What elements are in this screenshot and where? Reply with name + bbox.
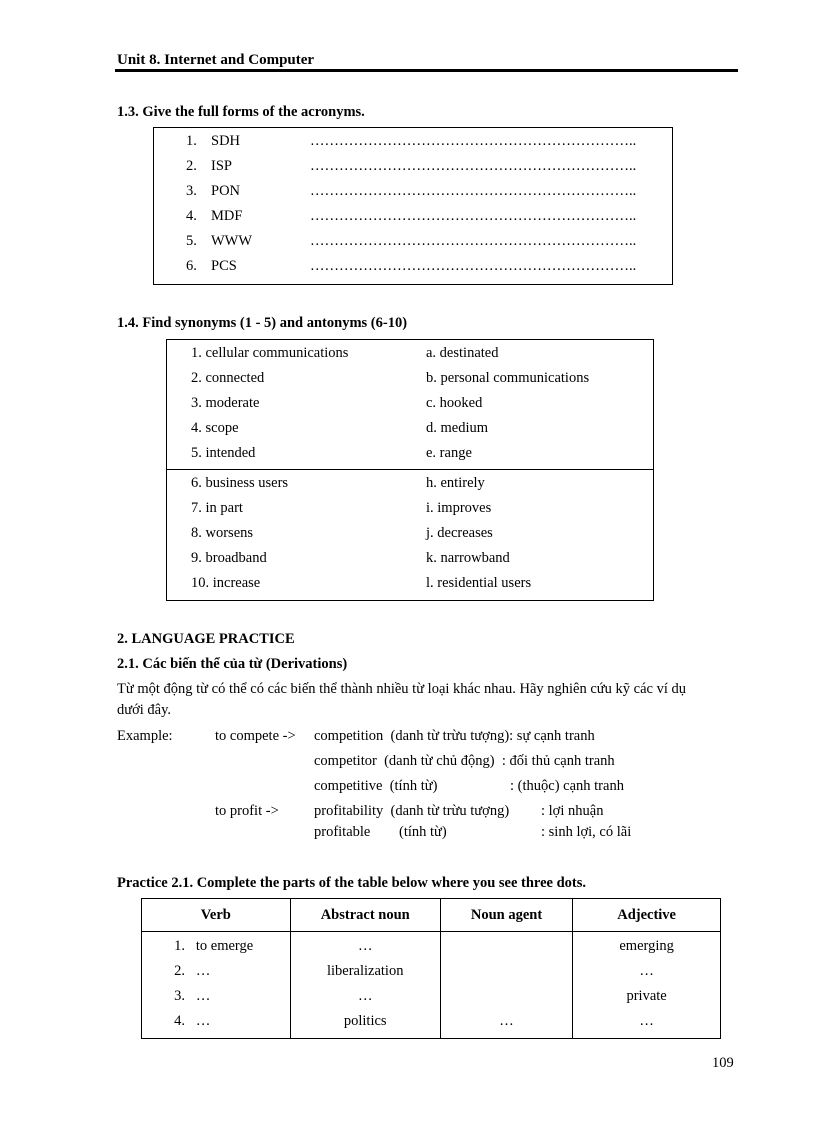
example-meaning: : sinh lợi, có lãi xyxy=(541,824,632,840)
table-cell xyxy=(441,934,572,959)
answer-blank[interactable]: ………………………………………………………….. xyxy=(310,233,637,249)
practice-heading: Practice 2.1. Complete the parts of the table below where you see three dots. xyxy=(117,875,586,891)
column-header-verb: Verb xyxy=(142,899,291,932)
example-verb: to compete -> xyxy=(215,728,296,744)
column-header-noun-agent: Noun agent xyxy=(440,899,572,932)
acronym-row: 4. MDF ………………………………………………………….. xyxy=(186,208,637,224)
table-cell xyxy=(441,984,572,1009)
table-cell: private xyxy=(626,988,667,1004)
example-line: profitable xyxy=(314,824,371,840)
answer-blank[interactable]: ………………………………………………………….. xyxy=(310,158,637,174)
answer-blank[interactable]: ………………………………………………………….. xyxy=(310,208,637,224)
table-row: 2. … xyxy=(174,963,211,979)
example-line: competitive (tính từ) xyxy=(314,778,438,794)
section-2-1-heading: 2.1. Các biến thể của từ (Derivations) xyxy=(117,656,348,672)
example-label: Example: xyxy=(117,728,173,744)
synonym-term: 2. connected xyxy=(191,370,265,386)
example-meaning: : lợi nhuận xyxy=(541,803,604,819)
antonym-match: i. improves xyxy=(426,500,492,516)
synonym-match: a. destinated xyxy=(426,345,499,361)
table-cell: politics xyxy=(343,1013,387,1029)
abstract-noun-column xyxy=(290,932,440,1039)
noun-agent-column xyxy=(440,932,572,1039)
synonym-match: e. range xyxy=(426,445,472,461)
antonym-match: k. narrowband xyxy=(426,550,510,566)
section-2-heading: 2. LANGUAGE PRACTICE xyxy=(117,631,295,647)
synonym-match: d. medium xyxy=(426,420,489,436)
table-cell: … xyxy=(639,1013,654,1029)
column-header-adjective: Adjective xyxy=(573,899,721,932)
antonym-match: h. entirely xyxy=(426,475,485,491)
synonym-term: 4. scope xyxy=(191,420,239,436)
table-cell: emerging xyxy=(619,938,674,954)
acronym-row: 1. SDH ………………………………………………………….. xyxy=(186,133,637,149)
example-meaning: : (thuộc) cạnh tranh xyxy=(510,778,624,794)
table-cell: … xyxy=(639,963,654,979)
antonym-match: l. residential users xyxy=(426,575,532,591)
table-cell xyxy=(441,959,572,984)
antonym-term: 9. broadband xyxy=(191,550,267,566)
table-row: 4. … xyxy=(174,1013,211,1029)
answer-blank[interactable]: ………………………………………………………….. xyxy=(310,258,637,274)
table-cell: … xyxy=(499,1013,514,1029)
table-row: 1. to emerge xyxy=(174,938,254,954)
section-1-3-heading: 1.3. Give the full forms of the acronyms. xyxy=(117,104,365,120)
antonym-term: 6. business users xyxy=(191,475,289,491)
antonym-term: 7. in part xyxy=(191,500,243,516)
derivation-table xyxy=(141,898,721,1039)
acronym-row: 6. PCS ………………………………………………………….. xyxy=(186,258,637,274)
synonym-match: b. personal communications xyxy=(426,370,590,386)
answer-blank[interactable]: ………………………………………………………….. xyxy=(310,183,637,199)
antonym-term: 10. increase xyxy=(191,575,261,591)
table-cell: … xyxy=(357,988,373,1004)
example-line: competitor (danh từ chủ động) : đối thủ cạnh tranh xyxy=(314,753,615,769)
page-header-title: Unit 8. Internet and Computer xyxy=(117,52,315,68)
synonym-antonym-box xyxy=(166,339,654,601)
antonym-match: j. decreases xyxy=(426,525,493,541)
intro-paragraph-line: Từ một động từ có thể có các biến thể thành nhiều từ loại khác nhau. Hãy nghiên cứu kỹ các ví dụ xyxy=(117,681,686,697)
verb-column xyxy=(142,932,291,1039)
acronym-row: 3. PON ………………………………………………………….. xyxy=(186,183,637,199)
page-number: 109 xyxy=(712,1055,734,1071)
synonym-term: 3. moderate xyxy=(191,395,260,411)
divider xyxy=(167,469,653,470)
example-verb: to profit -> xyxy=(215,803,279,819)
acronym-row: 5. WWW ………………………………………………………….. xyxy=(186,233,637,249)
synonym-term: 5. intended xyxy=(191,445,256,461)
example-type: (tính từ) xyxy=(399,824,447,840)
answer-blank[interactable]: ………………………………………………………….. xyxy=(310,133,637,149)
column-header-abstract-noun: Abstract noun xyxy=(290,899,440,932)
acronym-row: 2. ISP ………………………………………………………….. xyxy=(186,158,637,174)
intro-paragraph-line: dưới đây. xyxy=(117,702,172,718)
table-cell: … xyxy=(357,938,373,954)
acronym-box xyxy=(153,127,673,285)
table-row: 3. … xyxy=(174,988,211,1004)
synonym-match: c. hooked xyxy=(426,395,483,411)
example-line: profitability (danh từ trừu tượng) xyxy=(314,803,510,819)
antonym-term: 8. worsens xyxy=(191,525,254,541)
header-rule xyxy=(115,69,738,72)
adjective-column xyxy=(573,932,721,1039)
synonym-term: 1. cellular communications xyxy=(191,345,349,361)
example-line: competition (danh từ trừu tượng): sự cạnh tranh xyxy=(314,728,595,744)
section-1-4-heading: 1.4. Find synonyms (1 - 5) and antonyms (6-10) xyxy=(117,315,408,331)
table-cell: liberalization xyxy=(326,963,404,979)
